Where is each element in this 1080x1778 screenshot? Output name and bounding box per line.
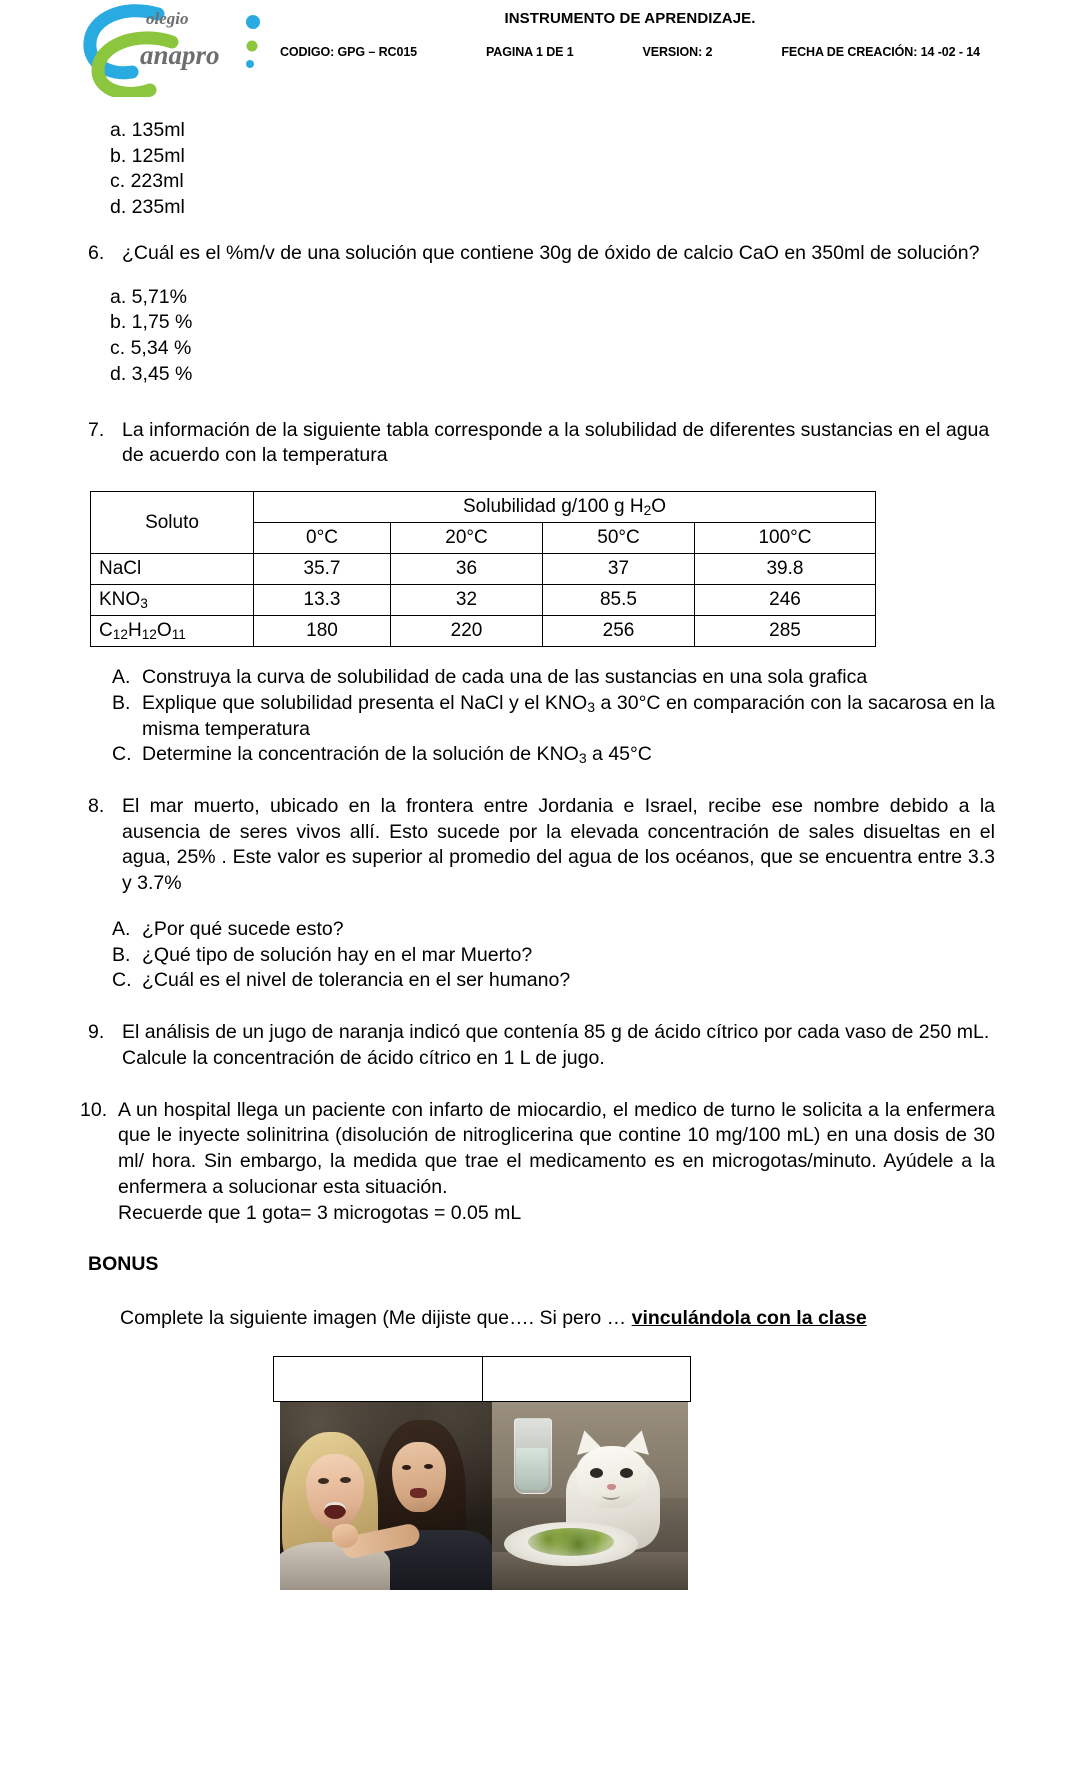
subitem-label: A. — [112, 666, 131, 689]
solubility-table — [90, 491, 876, 647]
subitem-text — [142, 742, 995, 768]
table-cell-value: 220 — [391, 616, 543, 647]
subitem-text-part2: a 30°C en comparación con la sacarosa en la misma temperatura — [142, 691, 995, 740]
table-cell-value: 246 — [694, 585, 875, 616]
table-header-temp: 100°C — [694, 523, 875, 554]
header-pagina: PAGINA 1 DE 1 — [485, 45, 574, 59]
table-row — [91, 554, 876, 585]
table-cell-soluto: NaCl — [91, 554, 254, 585]
option-item: c. 5,34 % — [110, 337, 192, 360]
bonus-answer-boxes — [273, 1356, 691, 1402]
formula-subscript: 3 — [578, 750, 587, 767]
question-8 — [0, 794, 1080, 897]
question-6 — [0, 241, 1080, 267]
document-body — [0, 104, 1080, 1590]
formula-subscript: 3 — [140, 595, 148, 611]
question-text: El mar muerto, ubicado en la frontera entre Jordania e Israel, recibe ese nombre debido a la ausencia de seres vivos allí. Esto sucede por la elevada concentración de sales disueltas en el agua, 25% . Este valor es superior al promedio del agua de los océanos, que se encuentra entre 3.3 y 3.7% — [122, 795, 995, 895]
table-cell-soluto: $C_{12}H_{12}O_{11}$ — [91, 616, 254, 647]
subitem — [0, 917, 1080, 943]
table-header-temp: 50°C — [542, 523, 694, 554]
question-text: La información de la siguiente tabla corresponde a la solubilidad de diferentes sustancias en el agua de acuerdo con la temperatura — [122, 418, 990, 467]
table-row — [91, 616, 876, 647]
header-fecha: FECHA DE CREACIÓN: 14 -02 - 14 — [781, 45, 980, 59]
woman-yelling-at-cat-meme-image — [280, 1402, 688, 1590]
table-cell-value: 13.3 — [254, 585, 391, 616]
svg-text:anapro: anapro — [140, 40, 220, 70]
table-header-soluto: Soluto — [91, 492, 254, 554]
subitem-text: ¿Qué tipo de solución hay en el mar Muerto? — [142, 943, 533, 966]
subitem-label: A. — [112, 917, 131, 940]
subitem-label: C. — [112, 969, 132, 992]
answer-box-right[interactable] — [483, 1356, 692, 1402]
question-10-note: Recuerde que 1 gota= 3 microgotas = 0.05 mL — [118, 1201, 522, 1224]
solubilidad-label-part2: O — [651, 495, 667, 517]
table-cell-value: 37 — [542, 554, 694, 585]
header-metadata — [280, 45, 980, 59]
subitem-label: B. — [112, 943, 131, 966]
table-cell-value: 85.5 — [542, 585, 694, 616]
table-cell-value: 180 — [254, 616, 391, 647]
option-item: a. 135ml — [110, 119, 185, 141]
table-cell-value: 36 — [391, 554, 543, 585]
question-9 — [0, 1020, 1080, 1071]
subitem-label: C. — [112, 743, 132, 766]
question-10 — [0, 1098, 1080, 1227]
subitem — [0, 665, 1080, 691]
formula-base: KNO — [99, 588, 141, 610]
subitem-text-part1: Explique que solubilidad presenta el NaCl y el KNO — [142, 691, 588, 714]
subitem — [0, 742, 1080, 768]
bonus-heading: BONUS — [88, 1253, 159, 1276]
answer-box-left[interactable] — [273, 1356, 483, 1402]
question-number: 7. — [88, 418, 105, 441]
solubility-table-wrapper — [0, 491, 1080, 647]
question-number: 9. — [88, 1021, 105, 1044]
header-codigo: CODIGO: GPG – RC015 — [280, 45, 418, 59]
question-number: 6. — [88, 241, 105, 264]
subitem — [0, 968, 1080, 994]
question-text: A un hospital llega un paciente con infarto de miocardio, el medico de turno le solicita a la enfermera que le inyecte solinitrina (disolución de nitroglicerina que contine 10 mg/100 mL) en una dosis de 30 ml/ hora. Sin embargo, la medida que trae el medicamento es en microgotas/minuto. Ayúdele a la enfermera a solucionar esta situación. — [118, 1098, 995, 1198]
document-header — [0, 0, 1080, 104]
subitem-text — [142, 691, 995, 742]
question-text: El análisis de un jugo de naranja indicó que contenía 85 g de ácido cítrico por cada vaso de 250 mL. Calcule la concentración de ácido cítrico en 1 L de jugo. — [122, 1021, 990, 1069]
colegio-canapro-logo-icon — [80, 2, 270, 97]
meme-panel-cat — [492, 1402, 688, 1590]
question-number: 10. — [80, 1098, 108, 1121]
subitem-label: B. — [112, 691, 131, 714]
subitem — [0, 943, 1080, 969]
question-10-content — [118, 1098, 995, 1227]
question-7 — [0, 418, 1080, 469]
question7-subitems — [0, 665, 1080, 768]
table-cell-value: 35.7 — [254, 554, 391, 585]
table-cell-value: 285 — [694, 616, 875, 647]
option-item: b. 1,75 % — [110, 311, 193, 334]
option-item: d. 235ml — [110, 196, 185, 219]
subitem-text: ¿Cuál es el nivel de tolerancia en el ser humano? — [142, 969, 571, 992]
table-cell-value: 39.8 — [694, 554, 875, 585]
table-cell-value: 32 — [391, 585, 543, 616]
subitem-text: ¿Por qué sucede esto? — [142, 917, 344, 940]
table-header-temp: 0°C — [254, 523, 391, 554]
question8-subitems — [0, 917, 1080, 994]
header-version: VERSION: 2 — [642, 45, 713, 59]
subitem-text: Construya la curva de solubilidad de cada una de las sustancias en una sola grafica — [142, 666, 868, 689]
formula-subscript: 3 — [587, 698, 595, 715]
table-cell-value: 256 — [542, 616, 694, 647]
option-item: b. 125ml — [110, 144, 185, 167]
table-header-row — [91, 492, 876, 523]
subitem-text-part2: a 45°C — [586, 743, 652, 766]
subitem-text-part1: Determine la concentración de la solución de KNO — [142, 743, 579, 766]
option-item: a. 5,71% — [110, 285, 187, 308]
question-number: 8. — [88, 795, 105, 818]
document-title: INSTRUMENTO DE APRENDIZAJE. — [504, 10, 756, 27]
solubilidad-label-part1: Solubilidad g/100 g H — [462, 495, 644, 517]
solubilidad-subscript: 2 — [643, 502, 652, 518]
table-header-temp: 20°C — [391, 523, 543, 554]
question5-options-list — [0, 118, 1080, 221]
bonus-instruction-plain: Complete la siguiente imagen (Me dijiste que…. Si pero … — [120, 1307, 632, 1330]
subitem — [0, 691, 1080, 742]
bonus-instruction-underlined: vinculándola con la clase — [631, 1307, 867, 1330]
question-text: ¿Cuál es el %m/v de una solución que contiene 30g de óxido de calcio CaO en 350ml de solución? — [122, 241, 980, 264]
table-header-solubilidad — [254, 492, 876, 523]
meme-panel-women — [280, 1402, 492, 1590]
question6-options-list — [0, 285, 1080, 388]
bonus-instruction — [0, 1306, 1080, 1332]
option-item: d. 3,45 % — [110, 362, 193, 385]
table-cell-soluto — [91, 585, 254, 616]
option-item: c. 223ml — [110, 170, 184, 193]
svg-text:olegio: olegio — [146, 9, 189, 28]
table-row — [91, 585, 876, 616]
